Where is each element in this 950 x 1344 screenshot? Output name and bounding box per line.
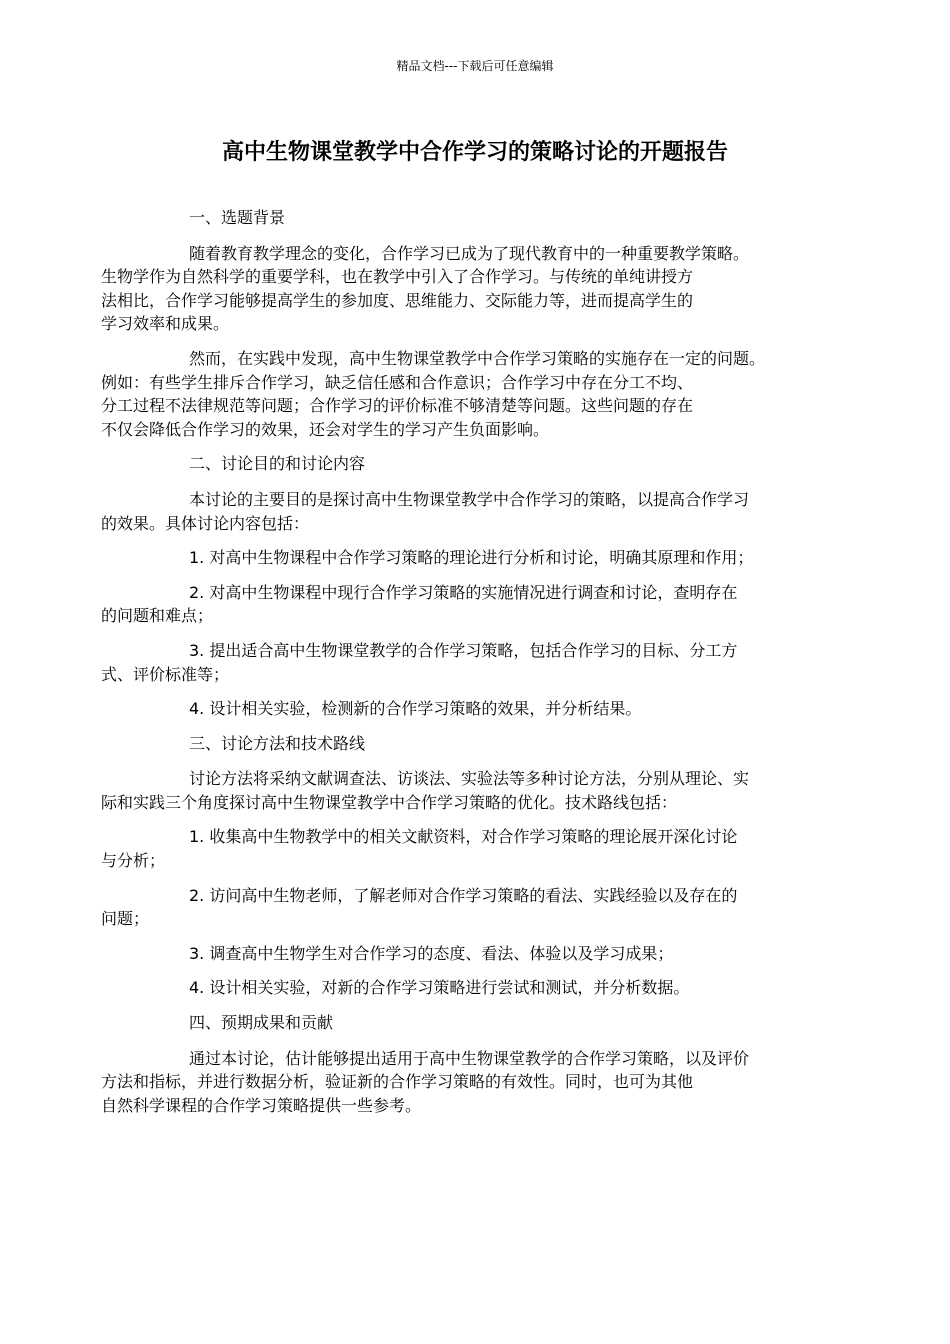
paragraph <box>101 825 815 872</box>
text-line: 的效果。具体讨论内容包括： <box>101 513 310 533</box>
text-line: 问题； <box>101 909 150 929</box>
text-line: 的问题和难点； <box>101 606 214 626</box>
text-line: 4. 设计相关实验，检测新的合作学习策略的效果，并分析结果。 <box>189 699 642 719</box>
paragraph <box>101 581 815 628</box>
text-line: 3. 提出适合高中生物课堂教学的合作学习策略，包括合作学习的目标、分工方 <box>189 640 738 660</box>
text-line: 3. 调查高中生物学生对合作学习的态度、看法、体验以及学习成果； <box>189 943 674 963</box>
text-line: 自然科学课程的合作学习策略提供一些参考。 <box>101 1095 422 1115</box>
text-line: 法相比，合作学习能够提高学生的参加度、思维能力、交际能力等，进而提高学生的 <box>101 290 694 310</box>
paragraph <box>101 767 815 814</box>
paragraph <box>101 488 815 535</box>
text-line: 学习效率和成果。 <box>101 314 230 334</box>
text-line: 1. 对高中生物课程中合作学习策略的理论进行分析和讨论，明确其原理和作用； <box>189 548 754 568</box>
document-body <box>101 206 815 1128</box>
text-line: 例如：有些学生排斥合作学习，缺乏信任感和合作意识；合作学习中存在分工不均、 <box>101 372 694 392</box>
paragraph <box>101 1047 815 1118</box>
paragraph <box>145 942 815 966</box>
text-line: 方法和指标，并进行数据分析，验证新的合作学习策略的有效性。同时，也可为其他 <box>101 1072 694 1092</box>
section-heading <box>145 1011 815 1035</box>
text-line: 三、讨论方法和技术路线 <box>189 733 366 753</box>
text-line: 不仅会降低合作学习的效果，还会对学生的学习产生负面影响。 <box>101 419 550 439</box>
section-heading <box>145 732 815 756</box>
text-line: 四、预期成果和贡献 <box>189 1013 334 1033</box>
page-header: 精品文档---下载后可任意编辑 <box>396 59 554 73</box>
section-heading <box>145 206 815 230</box>
paragraph <box>145 976 815 1000</box>
text-line: 际和实践三个角度探讨高中生物课堂教学中合作学习策略的优化。技术路线包括： <box>101 792 678 812</box>
text-line: 与分析； <box>101 851 166 871</box>
paragraph <box>145 697 815 721</box>
paragraph <box>145 546 815 570</box>
text-line: 4. 设计相关实验，对新的合作学习策略进行尝试和测试，并分析数据。 <box>189 978 690 998</box>
section-heading <box>145 452 815 476</box>
text-line: 本讨论的主要目的是探讨高中生物课堂教学中合作学习的策略，以提高合作学习 <box>189 489 750 509</box>
document-title: 高中生物课堂教学中合作学习的策略讨论的开题报告 <box>221 140 728 165</box>
text-line: 通过本讨论，估计能够提出适用于高中生物课堂教学的合作学习策略，以及评价 <box>189 1048 750 1068</box>
paragraph <box>101 347 815 441</box>
text-line: 生物学作为自然科学的重要学科，也在教学中引入了合作学习。与传统的单纯讲授方 <box>101 267 694 287</box>
text-line: 1. 收集高中生物教学中的相关文献资料，对合作学习策略的理论展开深化讨论 <box>189 827 738 847</box>
text-line: 一、选题背景 <box>189 208 286 227</box>
text-line: 二、讨论目的和讨论内容 <box>189 454 366 474</box>
text-line: 然而，在实践中发现，高中生物课堂教学中合作学习策略的实施存在一定的问题。 <box>189 348 766 368</box>
paragraph <box>101 639 815 686</box>
text-line: 2. 访问高中生物老师，了解老师对合作学习策略的看法、实践经验以及存在的 <box>189 885 738 905</box>
text-line: 式、评价标准等； <box>101 664 230 684</box>
text-line: 分工过程不法律规范等问题；合作学习的评价标准不够清楚等问题。这些问题的存在 <box>101 396 694 416</box>
paragraph <box>101 884 815 931</box>
text-line: 随着教育教学理念的变化，合作学习已成为了现代教育中的一种重要教学策略。 <box>189 243 750 263</box>
paragraph <box>101 242 815 336</box>
text-line: 讨论方法将采纳文献调查法、访谈法、实验法等多种讨论方法，分别从理论、实 <box>189 769 750 789</box>
text-line: 2. 对高中生物课程中现行合作学习策略的实施情况进行调查和讨论，查明存在 <box>189 582 738 602</box>
